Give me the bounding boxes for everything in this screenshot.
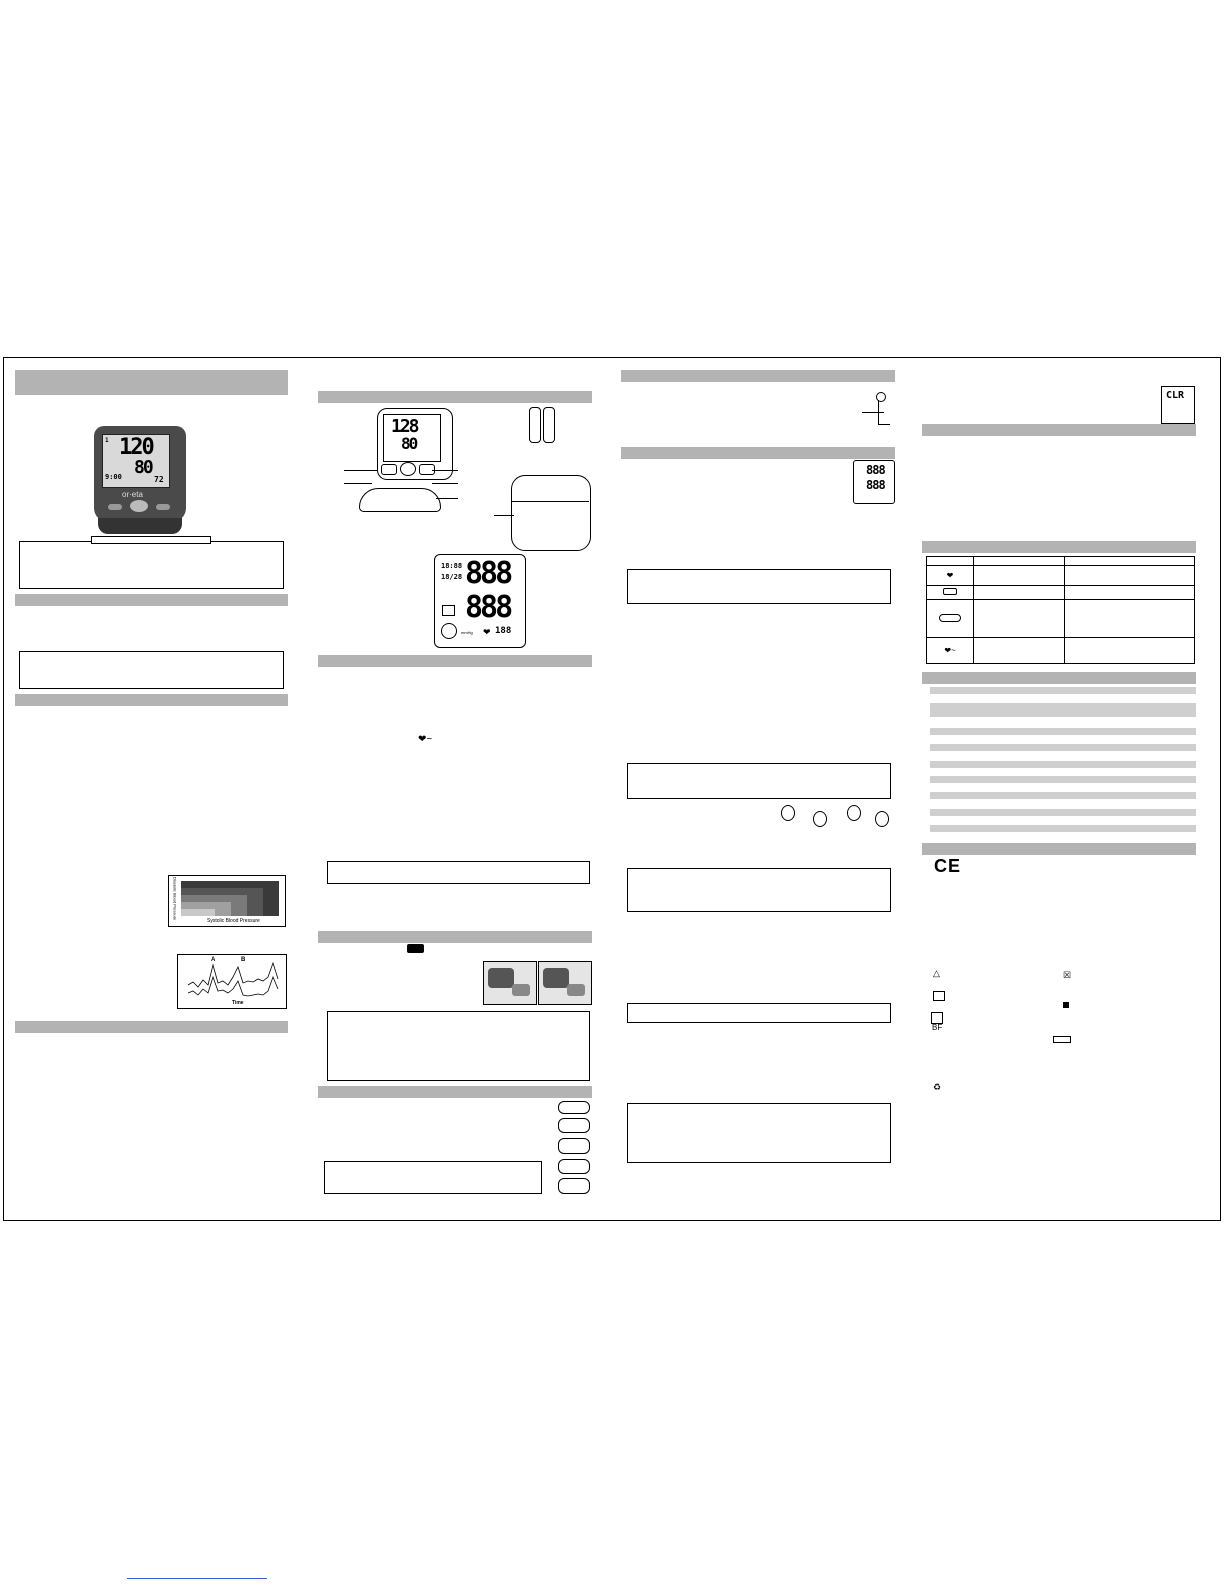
weee-bin-icon: ☒ bbox=[1063, 970, 1072, 980]
manufacturer-icon bbox=[1063, 1002, 1069, 1008]
chart-ylabel: Diastolic Blood Pressure bbox=[172, 876, 178, 921]
memory-button[interactable] bbox=[156, 504, 170, 510]
note-box bbox=[327, 861, 590, 884]
device-brand: or·eta bbox=[122, 490, 143, 499]
spec-row bbox=[930, 728, 1196, 735]
type-bf-label: BF bbox=[932, 1023, 943, 1032]
manual-icon bbox=[933, 991, 945, 1001]
note-box bbox=[324, 1161, 542, 1194]
device-photo bbox=[94, 426, 186, 536]
batteries-icon bbox=[527, 405, 557, 443]
device-diastolic: 80 bbox=[134, 457, 152, 478]
intro-box-label bbox=[91, 536, 211, 544]
cuff-error-icon bbox=[927, 600, 974, 638]
trend-marker-b: B bbox=[241, 957, 246, 963]
recycle-icon: ♻ bbox=[933, 1082, 942, 1092]
footer-link-underline[interactable] bbox=[127, 1578, 267, 1579]
cuff-step-1-icon bbox=[558, 1101, 590, 1114]
lcd-pulse: 188 bbox=[495, 626, 512, 636]
device-pulse: 72 bbox=[154, 475, 164, 484]
clear-label: CLR bbox=[1166, 390, 1185, 401]
section-bar bbox=[922, 843, 1196, 855]
chart-xlabel: Systolic Blood Pressure bbox=[207, 918, 260, 924]
note-box bbox=[627, 569, 891, 604]
cuff-step-2-icon bbox=[558, 1118, 590, 1133]
bp-classification-chart bbox=[168, 875, 286, 927]
storage-case bbox=[501, 471, 597, 555]
battery-icon bbox=[927, 586, 974, 600]
callout-line bbox=[494, 515, 514, 516]
lcd-time: 18/28 bbox=[441, 573, 463, 581]
lcd-reading-dia: 888 bbox=[866, 478, 885, 492]
cuff-step-3-icon bbox=[558, 1138, 590, 1154]
lcd-digits-mid: 888 bbox=[465, 590, 511, 625]
section-bar bbox=[15, 1021, 288, 1033]
seated-posture-icon bbox=[860, 390, 894, 434]
battery-remove-photo bbox=[538, 961, 592, 1005]
trend-xlabel: Time bbox=[232, 1000, 244, 1006]
diagram-start-button bbox=[400, 462, 416, 476]
cuff-step-4-icon bbox=[558, 1159, 590, 1174]
battery-low-icon bbox=[407, 944, 424, 953]
note-box bbox=[627, 868, 891, 912]
diagram-set-button bbox=[381, 464, 397, 475]
bp-trend-chart bbox=[177, 954, 287, 1009]
memory-icon bbox=[442, 605, 455, 616]
section-bar bbox=[318, 391, 592, 403]
lcd-reading-icon bbox=[853, 460, 895, 504]
section-bar bbox=[318, 1086, 592, 1098]
callout-line bbox=[432, 470, 458, 471]
set-button[interactable] bbox=[108, 504, 122, 510]
heart-icon: ❤ bbox=[927, 566, 974, 586]
callout-line bbox=[344, 470, 378, 471]
spec-row bbox=[930, 809, 1196, 816]
intro-box bbox=[19, 541, 284, 589]
callout-line bbox=[436, 498, 458, 499]
spec-row bbox=[930, 703, 1196, 717]
spec-row bbox=[930, 744, 1196, 751]
section-bar bbox=[318, 655, 592, 667]
section-bar bbox=[15, 694, 288, 706]
section-bar bbox=[922, 541, 1196, 553]
heart-icon: ❤ bbox=[483, 627, 491, 637]
callout-line bbox=[432, 483, 458, 484]
note-box bbox=[627, 763, 891, 799]
spec-row bbox=[930, 687, 1196, 694]
irregular-heartbeat-icon: ❤~ bbox=[927, 638, 974, 664]
note-box bbox=[19, 651, 284, 689]
section-bar bbox=[15, 594, 288, 606]
document-sheet bbox=[3, 357, 1221, 1221]
cuff-step-5-icon bbox=[558, 1178, 590, 1194]
spec-row bbox=[930, 792, 1196, 799]
lcd-digits-top: 888 bbox=[465, 556, 511, 591]
spec-row bbox=[930, 761, 1196, 768]
warning-box bbox=[627, 1103, 891, 1163]
section-bar bbox=[621, 447, 895, 459]
title-bar bbox=[15, 370, 288, 395]
section-bar bbox=[922, 672, 1196, 684]
callout-line bbox=[344, 483, 372, 484]
warning-box bbox=[327, 1011, 590, 1081]
trend-marker-a: A bbox=[211, 957, 216, 963]
battery-insert-photo bbox=[483, 961, 537, 1005]
irregular-heartbeat-icon: ❤~ bbox=[418, 734, 433, 745]
lcd-unit: mmHg bbox=[461, 630, 473, 635]
device-time: 9:00 bbox=[105, 473, 122, 481]
device-systolic: 120 bbox=[119, 435, 153, 460]
section-bar bbox=[318, 931, 592, 943]
ce-mark-icon: CE bbox=[934, 856, 962, 876]
start-button[interactable] bbox=[130, 500, 148, 512]
spec-row bbox=[930, 776, 1196, 783]
lcd-segments-diagram bbox=[434, 554, 526, 648]
diagram-lcd-mid: 80 bbox=[401, 434, 417, 453]
lcd-date: 18:88 bbox=[441, 562, 463, 570]
diagram-lcd-top: 128 bbox=[391, 416, 418, 437]
error-table bbox=[926, 556, 1195, 664]
press-button-sequence bbox=[775, 801, 893, 831]
spec-row bbox=[930, 825, 1196, 832]
ec-rep-icon bbox=[1053, 1036, 1071, 1043]
warning-icon: △ bbox=[933, 968, 940, 978]
lcd-reading-sys: 888 bbox=[866, 463, 885, 477]
section-bar bbox=[922, 424, 1196, 436]
clear-memory-display bbox=[1161, 386, 1195, 424]
cuff-icon bbox=[441, 623, 457, 639]
section-bar bbox=[621, 370, 895, 382]
device-memory-no: 1 bbox=[105, 437, 109, 444]
note-box bbox=[627, 1003, 891, 1023]
device-parts-diagram bbox=[359, 408, 459, 512]
